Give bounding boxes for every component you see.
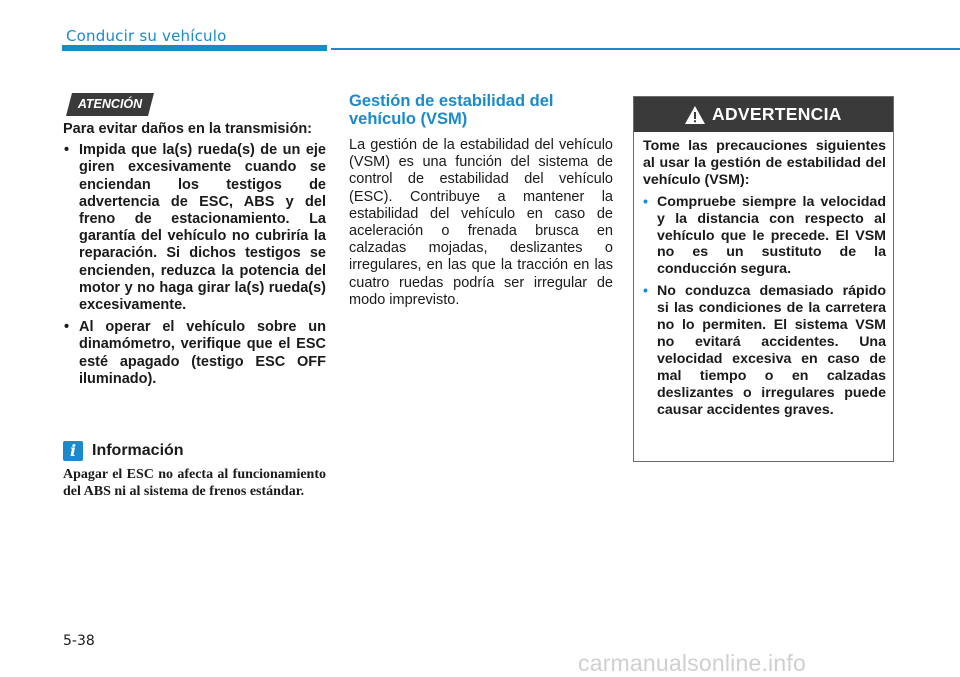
attention-item: • Impida que la(s) rueda(s) de un eje giren excesivamente cuando se enciendan los testigos de advertencia de ESC, ABS y del freno de estacionamiento. La garantía del vehículo no cubriría la reparación. Si dichos testigos se encienden, reduzca la potencia del motor y no haga girar la(s) rueda(s) excesivamente. <box>63 142 326 314</box>
warning-label: ADVERTENCIA <box>712 104 842 124</box>
warning-header <box>634 97 893 132</box>
warning-intro: Tome las precauciones siguientes al usar la gestión de estabilidad del vehículo (VSM): <box>643 138 886 188</box>
attention-item: • Al operar el vehículo sobre un dinamómetro, verifique que el ESC esté apagado (testigo ESC OFF iluminado). <box>63 319 326 388</box>
vsm-body: La gestión de la estabilidad del vehículo (VSM) es una función del sistema de control de estabilidad del vehículo (ESC). Contribuye a mantener la estabilidad del vehículo en caso de aceleración o frenada brusca en calzadas mojadas, deslizantes o irregulares, en las que la tracción en las cuatro ruedas podría ser irregular de modo imprevisto. <box>349 137 613 308</box>
warning-triangle-icon <box>684 105 706 125</box>
warning-content <box>643 138 886 424</box>
watermark: carmanualsonline.info <box>578 650 806 676</box>
attention-intro: Para evitar daños en la transmisión: <box>63 121 313 137</box>
section-title: Conducir su vehículo <box>66 27 227 45</box>
attention-tag-label: ATENCIÓN <box>77 97 143 111</box>
attention-tag <box>66 93 154 116</box>
attention-list <box>63 142 326 388</box>
warning-box <box>633 96 894 462</box>
info-icon: i <box>63 441 83 461</box>
header-rule-thick <box>62 45 327 51</box>
vsm-title: Gestión de estabilidad del vehículo (VSM) <box>349 92 554 128</box>
warning-item: • No conduzca demasiado rápido si las condiciones de la carretera no lo permiten. El sistema VSM no evitará accidentes. Una velocidad excesiva en caso de mal tiempo o en calzadas deslizantes o irregulares puede causar accidentes graves. <box>643 283 886 418</box>
information-body: Apagar el ESC no afecta al funcionamiento del ABS ni al sistema de frenos estándar. <box>63 467 326 499</box>
attention-content <box>63 121 326 393</box>
warning-item: • Compruebe siempre la velocidad y la distancia con respecto al vehículo que le precede. El VSM no es un sustituto de la conducción segura. <box>643 194 886 279</box>
page-number: 5-38 <box>63 633 95 649</box>
header-rule-thin <box>331 48 960 50</box>
warning-list <box>643 194 886 419</box>
information-title: Información <box>92 442 184 459</box>
